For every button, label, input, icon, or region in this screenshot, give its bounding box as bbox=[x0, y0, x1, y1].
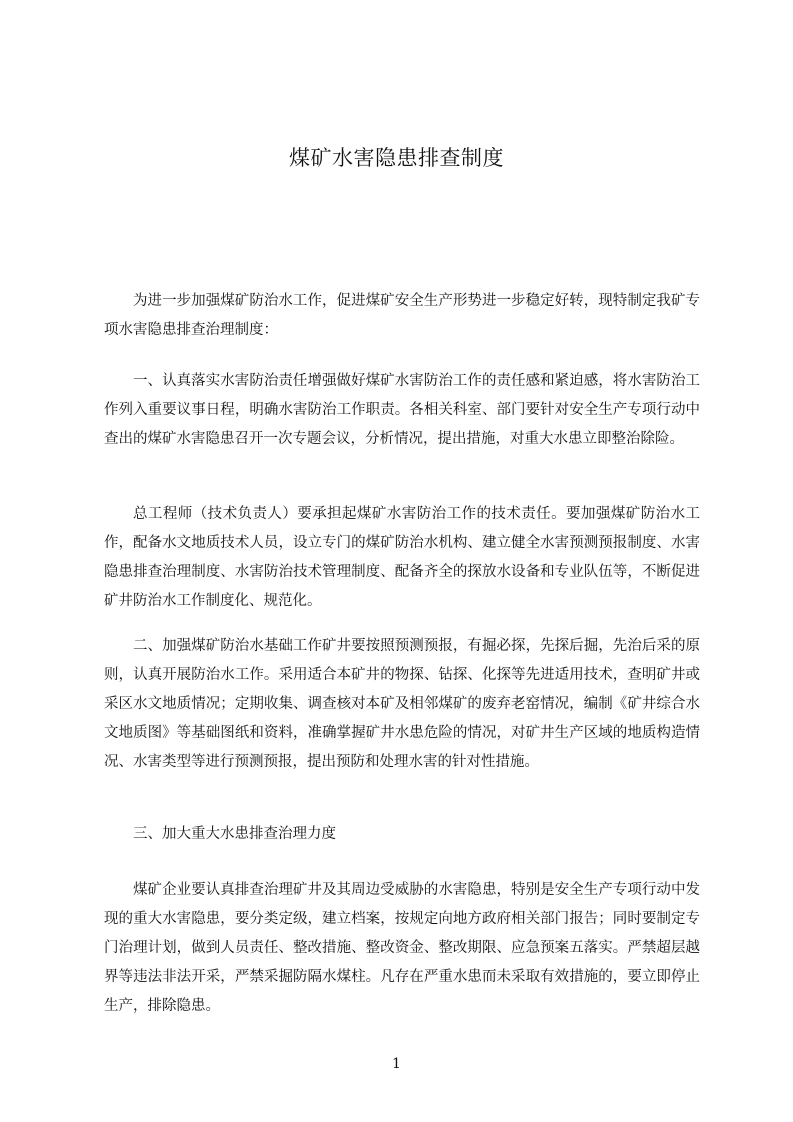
document-title: 煤矿水害隐患排查制度 bbox=[289, 146, 504, 170]
paragraph-section-3-heading: 三、加大重大水患排查治理力度 bbox=[133, 826, 336, 842]
paragraph-section-2: 二、加强煤矿防治水基础工作矿井要按照预测预报，有掘必探，先探后掘，先治后采的原则，认真开展防治水工作。采用适合本矿井的物探、钻探、化探等先进适用技术，查明矿井或采区水文地质情况；定期收集、调查核对本矿及相邻煤矿的废弃老窑情况，编制《矿井综合水文地质图》等基础图纸和资料，准确掌握矿井水患危险的情况，对矿井生产区域的地质构造情况、水害类型等进行预测预报，提出预防和处理水害的针对性措施。 bbox=[104, 638, 700, 770]
paragraph-intro: 为进一步加强煤矿防治水工作，促进煤矿安全生产形势进一步稳定好转，现特制定我矿专项水害隐患排查治理制度： bbox=[104, 293, 700, 338]
paragraph-section-1: 一、认真落实水害防治责任增强做好煤矿水害防治工作的责任感和紧迫感，将水害防治工作列入重要议事日程，明确水害防治工作职责。各相关科室、部门要针对安全生产专项行动中查出的煤矿水害隐患召开一次专题会议，分析情况，提出措施，对重大水患立即整治除险。 bbox=[104, 373, 700, 447]
page-number: 1 bbox=[392, 1056, 401, 1072]
paragraph-chief-engineer: 总工程师（技术负责人）要承担起煤矿水害防治工作的技术责任。要加强煤矿防治水工作，配备水文地质技术人员，设立专门的煤矿防治水机构、建立健全水害预测预报制度、水害隐患排查治理制度、水害防治技术管理制度、配备齐全的探放水设备和专业队伍等，不断促进矿井防治水工作制度化、规范化。 bbox=[104, 506, 700, 609]
paragraph-section-3-body: 煤矿企业要认真排查治理矿井及其周边受威胁的水害隐患，特别是安全生产专项行动中发现的重大水害隐患，要分类定级，建立档案，按规定向地方政府相关部门报告；同时要制定专门治理计划，做到人员责任、整改措施、整改资金、整改期限、应急预案五落实。严禁超层越界等违法非法开采，严禁采掘防隔水煤柱。凡存在严重水患而未采取有效措施的，要立即停止生产，排除隐患。 bbox=[104, 882, 700, 1014]
